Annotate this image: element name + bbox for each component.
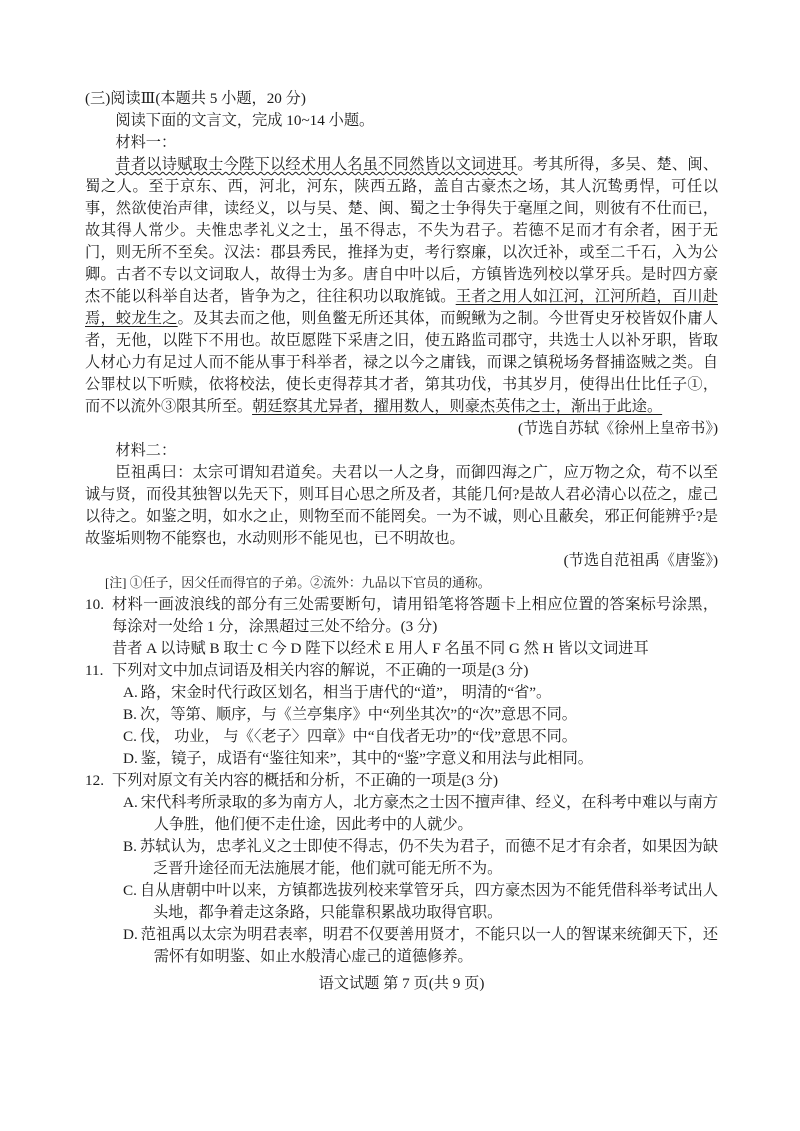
instruction-line: 阅读下面的文言文，完成 10~14 小题。: [115, 112, 375, 129]
option-text: 次，等第、顺序，与《兰亭集序》中“列坐其次”的“次”意思不同。: [139, 706, 577, 723]
option-text: 宋代科考所录取的多为南方人，北方豪杰之士因不擅声律、经义，在科考中难以与南方人争胜，他们便不走仕途，因此考中的人就少。: [140, 794, 718, 833]
option-label: A.: [123, 794, 138, 811]
option-text: 自从唐朝中叶以来，方镇都选拔列校来掌管牙兵，四方豪杰因为不能凭借科举考试出人头地，都争着走这条路，只能靠积累战功取得官职。: [139, 882, 718, 921]
underlined-segment-2: 朝廷察其尤异者，擢用数人，则豪杰英伟之士，渐出于此途。: [252, 398, 663, 415]
underlined-segment-1: 王者之用人如江河，江河所趋，百川赴焉，蛟龙生之: [85, 288, 718, 327]
question-11-option-d: [123, 748, 718, 770]
option-text: 路，宋金时代行政区划名，相当于唐代的“道”， 明清的“省”。: [140, 684, 552, 701]
material1-text-segment: 。及其去而之他，则鱼鳖无所还其体，而鲵鳅为之制。今世胥史牙校皆奴仆庸人者，无他，以陛下不用也。故臣愿陛下采唐之旧，使五路监司郡守，共选士人以补牙职，皆取人材心力有足过人而不能从事于科举者，禄之以今之庸钱，而课之镇税场务督捕盗贼之类。自公罪杖以下听赎，依将校法，使长吏得荐其才者，第其功伐，书其岁月，使得出仕比任子①，而不以流外③限其所至。: [85, 310, 718, 415]
question-10: [85, 594, 718, 660]
question-11-text: 下列对文中加点词语及相关内容的解说，不正确的一项是(3 分): [112, 662, 529, 679]
option-label: A.: [123, 684, 138, 701]
question-11-body: [112, 660, 718, 682]
question-12-body: [112, 770, 718, 792]
wavy-underlined-segment: 昔者以诗赋取士今陛下以经术用人名虽不同然皆以文词进耳: [115, 156, 518, 173]
option-text: 鉴，镜子，成语有“鉴往知来”，其中的“鉴”字意义和用法与此相同。: [140, 750, 593, 767]
option-label: C.: [123, 882, 137, 899]
segmentation-sentence: 昔者 A 以诗赋 B 取士 C 今 D 陛下以经术 E 用人 F 名虽不同 G 然 H 皆以文词进耳: [112, 640, 649, 657]
page-content: [85, 88, 718, 995]
question-11-number: 11.: [85, 662, 104, 679]
material1-source: (节选自苏轼《徐州上皇帝书》): [518, 420, 718, 437]
question-11-option-c: [123, 726, 718, 748]
material1-label: 材料一：: [115, 134, 177, 151]
question-12-option-c: [123, 880, 718, 924]
option-label: C.: [123, 728, 137, 745]
option-text: 伐， 功业， 与《〈老子〉四章》中“自伐者无功”的“伐”意思不同。: [139, 728, 577, 745]
material1-paragraph: [85, 154, 718, 418]
page-footer: 语文试题 第 7 页(共 9 页): [318, 975, 485, 992]
material2-paragraph: 臣祖禹曰：太宗可谓知君道矣。夫君以一人之身，而御四海之广，应万物之众，苟不以至诚与贤，而役其独智以先天下，则耳目心思之所及者，其能几何?是故人君必清心以莅之，虚己以待之。如鉴之明，如水之止，则物至而不能罔矣。一为不诚，则心且蔽矣，邪正何能辨乎?是故鉴垢则物不能察也，水动则形不能见也，已不明故也。: [85, 464, 718, 547]
option-text: 范祖禹以太宗为明君表率，明君不仅要善用贤才，不能只以一人的智谋来统御天下，还需怀有如明鉴、如止水般清心虚己的道德修养。: [140, 926, 718, 965]
option-label: B.: [123, 706, 137, 723]
question-12: [85, 770, 718, 792]
question-12-number: 12.: [85, 772, 104, 789]
question-11: [85, 660, 718, 682]
question-12-option-d: [123, 924, 718, 968]
section-heading: (三)阅读Ⅲ(本题共 5 小题，20 分): [85, 90, 306, 107]
option-text: 苏轼认为，忠孝礼义之士即使不得志，仍不失为君子，而德不足才有余者，如果因为缺乏晋升途径而无法施展才能，他们就可能无所不为。: [139, 838, 718, 877]
material2-label: 材料二：: [115, 442, 177, 459]
option-label: B.: [123, 838, 137, 855]
question-12-option-b: [123, 836, 718, 880]
question-10-text: 材料一画波浪线的部分有三处需要断句，请用铅笔将答题卡上相应位置的答案标号涂黑，每涂对一处给 1 分，涂黑超过三处不给分。(3 分): [112, 596, 718, 635]
option-label: D.: [123, 750, 138, 767]
question-10-body: [112, 594, 718, 660]
option-label: D.: [123, 926, 138, 943]
footnote-line: [注] ①任子，因父任而得官的子弟。②流外：九品以下官员的通称。: [105, 576, 491, 590]
question-11-option-b: [123, 704, 718, 726]
question-10-number: 10.: [85, 596, 104, 613]
material2-source: (节选自范祖禹《唐鉴》): [563, 552, 718, 569]
question-12-option-a: [123, 792, 718, 836]
material1-text-segment: 。考其所得，多吴、楚、闽、蜀之人。至于京东、西，河北，河东，陕西五路，盖自古豪杰之场，其人沉鸷勇悍，可任以事，然欲使治声律，读经义，以与吴、楚、闽、蜀之士争得失于毫厘之间，则彼有不仕而已，故其得人常少。夫惟忠孝礼义之士，虽不得志，不失为君子。若德不足而才有余者，困于无门，则无所不至矣。汉法：郡县秀民，推择为吏，考行察廉，以次迁补，或至二千石，入为公卿。古者不专以文词取人，故得士为多。唐自中叶以后，方镇皆选列校以掌牙兵。是时四方豪杰不能以科举自达者，皆争为之，往往积功以取旄钺。: [85, 156, 719, 305]
question-12-text: 下列对原文有关内容的概括和分析，不正确的一项是(3 分): [112, 772, 499, 789]
question-11-option-a: [123, 682, 718, 704]
